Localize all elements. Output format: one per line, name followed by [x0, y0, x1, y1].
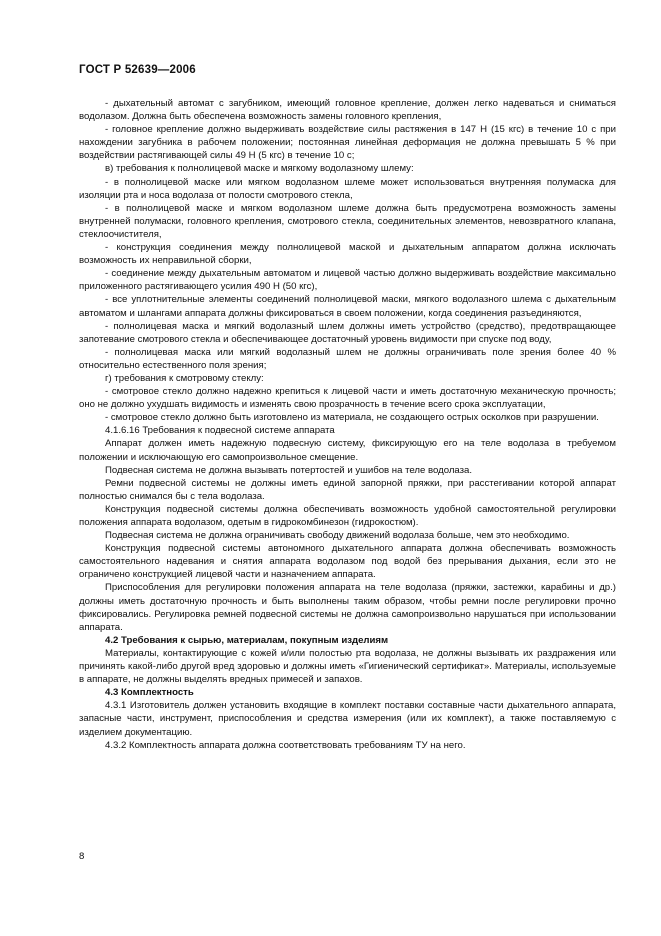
list-heading-v: в) требования к полнолицевой маске и мягкому водолазному шлему:	[105, 163, 414, 175]
paragraph: - конструкция соединения между полнолицевой маской и дыхательным аппаратом должна исключать возможность их неправильной сборки,	[79, 242, 616, 267]
paragraph: - в полнолицевой маске или мягком водолазном шлеме может использоваться внутренняя полумаска для изоляции рта и носа водолаза от полости смотрового стекла,	[79, 176, 616, 201]
paragraph: Конструкция подвесной системы должна обеспечивать возможность удобной самостоятельной регулировки положения аппарата водолазом, одетым в гидрокомбинезон (гидрокостюм).	[79, 503, 616, 528]
paragraph: Ремни подвесной системы не должны иметь единой запорной пряжки, при расстегивании которой аппарат полностью снимался бы с тела водолаза.	[79, 477, 616, 502]
paragraph: Аппарат должен иметь надежную подвесную систему, фиксирующую его на теле водолаза в требуемом положении и исключающую его самопроизвольное смещение.	[79, 438, 616, 463]
paragraph: - все уплотнительные элементы соединений полнолицевой маски, мягкого водолазного шлема с дыхательным автоматом и шлангами аппарата должны фиксироваться в своем положении, когда соединения разъединяются,	[79, 294, 616, 319]
paragraph: - головное крепление должно выдерживать воздействие силы растяжения в 147 Н (15 кгс) в течение 10 с при нахождении загубника в рабочем положении; постоянная линейная деформация не должна превышать 5 % при воздействии растягивающей силы 49 Н (5 кгс) в течение 10 с;	[79, 124, 616, 162]
list-heading-g: г) требования к смотровому стеклу:	[105, 372, 264, 384]
paragraph: Подвесная система не должна ограничивать свободу движений водолаза больше, чем это необходимо.	[105, 530, 570, 542]
paragraph: Подвесная система не должна вызывать потертостей и ушибов на теле водолаза.	[105, 464, 473, 476]
document-code-header: ГОСТ Р 52639—2006	[79, 64, 196, 76]
paragraph: - смотровое стекло должно быть изготовлено из материала, не создающего острых осколков при разрушении.	[105, 412, 599, 424]
document-body	[79, 97, 616, 752]
paragraph: 4.3.1 Изготовитель должен установить входящие в комплект поставки составные части дыхательного аппарата, запасные части, инструмент, приспособления и средства измерения (или их комплект), а также поставляемую с изделием документацию.	[79, 700, 616, 738]
paragraph: Приспособления для регулировки положения аппарата на теле водолаза (пряжки, застежки, карабины и др.) должны иметь достаточную прочность и быть выполнены таким образом, чтобы ремни после регулировки прочно фиксировались. Регулировка ремней подвесной системы не должна самопроизвольно нарушаться при использовании аппарата.	[79, 582, 616, 633]
paragraph: 4.3.2 Комплектность аппарата должна соответствовать требованиям ТУ на него.	[105, 739, 466, 751]
paragraph: Конструкция подвесной системы автономного дыхательного аппарата должна обеспечивать возможность самостоятельного надевания и снятия аппарата водолазом под водой без прерывания дыхания, если это не ограничено конструкцией лицевой части и назначением аппарата.	[79, 543, 616, 581]
paragraph: - полнолицевая маска и мягкий водолазный шлем должны иметь устройство (средство), предотвращающее запотевание смотрового стекла и обеспечивающее достаточный уровень видимости при спуске под воду,	[79, 320, 616, 345]
paragraph: Материалы, контактирующие с кожей и/или полостью рта водолаза, не должны вызывать их раздражения или причинять какой-либо другой вред здоровью и должны иметь «Гигиенический сертификат». Материалы, используемые в аппарате, не должны выделять вредных примесей и запахов.	[79, 647, 616, 686]
page-number: 8	[79, 851, 85, 862]
section-heading-4-3: 4.3 Комплектность	[105, 687, 194, 699]
paragraph: - полнолицевая маска или мягкий водолазный шлем не должны ограничивать поле зрения более 40 % относительно естественного поля зрения;	[79, 346, 616, 371]
paragraph: - соединение между дыхательным автоматом и лицевой частью должно выдерживать воздействие максимально приложенного растягивающего усилия 490 Н (50 кгс),	[79, 268, 616, 293]
paragraph: - дыхательный автомат с загубником, имеющий головное крепление, должен легко надеваться и сниматься водолазом. Должна быть обеспечена возможность замены головного крепления,	[79, 98, 616, 123]
section-heading-4-2: 4.2 Требования к сырью, материалам, покупным изделиям	[105, 634, 389, 646]
paragraph: - в полнолицевой маске и мягком водолазном шлеме должна быть предусмотрена возможность замены внутренней полумаски, головного крепления, смотрового стекла, соединительных элементов, невозвратного клапана, стеклоочистителя,	[79, 202, 616, 240]
paragraph: - смотровое стекло должно надежно крепиться к лицевой части и иметь достаточную механическую прочность; оно не должно ухудшать видимость и изменять свою прозрачность в течение всего срока эксплуатации,	[79, 386, 616, 411]
subsection-title-4-1-6-16: 4.1.6.16 Требования к подвесной системе аппарата	[105, 425, 335, 437]
